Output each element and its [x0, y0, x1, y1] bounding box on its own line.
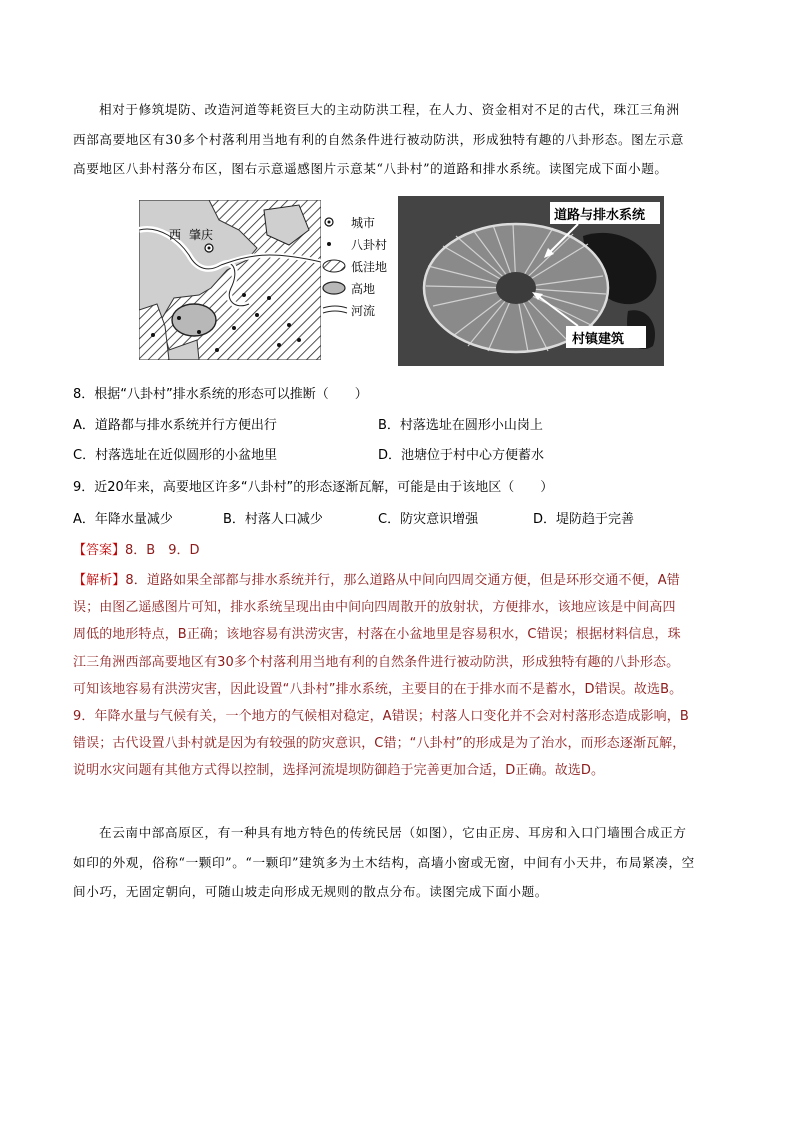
analysis-line: 9．年降水量与气候有关，一个地方的气候相对稳定，A错误；村落人口变化并不会对村落形态造成影响，B	[73, 708, 689, 724]
q9-option-a[interactable]: A．年降水量减少	[73, 512, 173, 527]
legend-label: 高地	[351, 282, 376, 296]
legend-label: 低洼地	[351, 260, 388, 274]
analysis-tag: 【解析】	[73, 573, 126, 588]
legend-label: 河流	[351, 304, 376, 318]
analysis-line: 说明水灾问题有其他方式得以控制，选择河流堤坝防御趋于完善更加合适，D正确。故选D。	[73, 763, 605, 779]
q8-option-c[interactable]: C．村落选址在近似圆形的小盆地里	[73, 448, 278, 463]
q9-option-d[interactable]: D．堤防趋于完善	[533, 512, 635, 527]
figure-group	[139, 196, 663, 366]
question-9-stem: 9．近20年来，高要地区许多“八卦村”的形态逐渐瓦解，可能是由于该地区（ ）	[73, 480, 554, 495]
analysis-block	[73, 567, 733, 785]
photo-label-road: 道路与排水系统	[554, 208, 646, 223]
map-label-city: 肇庆	[189, 228, 214, 242]
intro1-line: 相对于修筑堤防、改造河道等耗资巨大的主动防洪工程，在人力、资金相对不足的古代，珠江三角洲	[99, 102, 680, 117]
river-icon	[322, 303, 348, 317]
lowland-icon	[322, 259, 348, 273]
city-icon	[322, 215, 348, 229]
intro-paragraph-1	[73, 95, 723, 184]
answer-tag: 【答案】	[73, 543, 126, 558]
analysis-line: 误；由图乙遥感图片可知，排水系统呈现出由中间向四周散开的放射状，方便排水，该地应该是中间高四	[73, 600, 676, 616]
intro1-line: 高要地区八卦村落分布区，图右示意遥感图片示意某“八卦村”的道路和排水系统。读图完成下面小题。	[73, 161, 668, 176]
question-8-stem: 8．根据“八卦村”排水系统的形态可以推断（ ）	[73, 387, 368, 402]
q8-option-b[interactable]: B．村落选址在圆形小山岗上	[378, 418, 543, 433]
village-icon	[322, 237, 348, 251]
distribution-map	[139, 200, 395, 360]
analysis-line: 可知该地容易有洪涝灾害，因此设置“八卦村”排水系统，主要目的在于排水而不是蓄水，D错误。故选B。	[73, 681, 683, 697]
highland-icon	[322, 281, 348, 295]
q8-option-d[interactable]: D．池塘位于村中心方便蓄水	[378, 448, 545, 463]
photo-label-village: 村镇建筑	[572, 332, 625, 347]
q9-option-b[interactable]: B．村落人口减少	[223, 512, 323, 527]
analysis-line: 8．道路如果全部都与排水系统并行，那么道路从中间向四周交通方便，但是环形交通不便，A错	[125, 573, 680, 588]
intro-paragraph-2	[73, 818, 723, 907]
intro2-line: 在云南中部高原区，有一种具有地方特色的传统民居（如图），它由正房、耳房和入口门墙围合成正方	[99, 825, 687, 840]
legend-label: 八卦村	[351, 238, 388, 252]
intro2-line: 间小巧，无固定朝向，可随山坡走向形成无规则的散点分布。读图完成下面小题。	[73, 884, 548, 899]
intro2-line: 如印的外观，俗称“一颗印”。“一颗印”建筑多为土木结构，高墙小窗或无窗，中间有小天井，布局紧凑，空	[73, 854, 695, 870]
analysis-line: 周低的地形特点，B正确；该地容易有洪涝灾害，村落在小盆地里是容易积水，C错误；根据材料信息，珠	[73, 627, 681, 643]
q8-option-a[interactable]: A．道路都与排水系统并行方便出行	[73, 418, 277, 433]
analysis-line: 江三角洲西部高要地区有30多个村落利用当地有利的自然条件进行被动防洪，形成独特有趣的八卦形态。	[73, 654, 680, 670]
legend-label: 城市	[351, 216, 376, 230]
answer-text: 8．B 9．D	[125, 543, 200, 558]
answer-line	[73, 539, 200, 558]
map-graphic	[139, 200, 321, 360]
analysis-line: 错误；古代设置八卦村就是因为有较强的防灾意识，C错；“八卦村”的形成是为了治水，而形态逐渐瓦解，	[73, 736, 686, 752]
map-label-xi: 西	[169, 228, 182, 242]
remote-sensing-image	[398, 196, 664, 366]
intro1-line: 西部高要地区有30多个村落利用当地有利的自然条件进行被动防洪，形成独特有趣的八卦形态。图左示意	[73, 131, 684, 147]
q9-option-c[interactable]: C．防灾意识增强	[378, 512, 479, 527]
